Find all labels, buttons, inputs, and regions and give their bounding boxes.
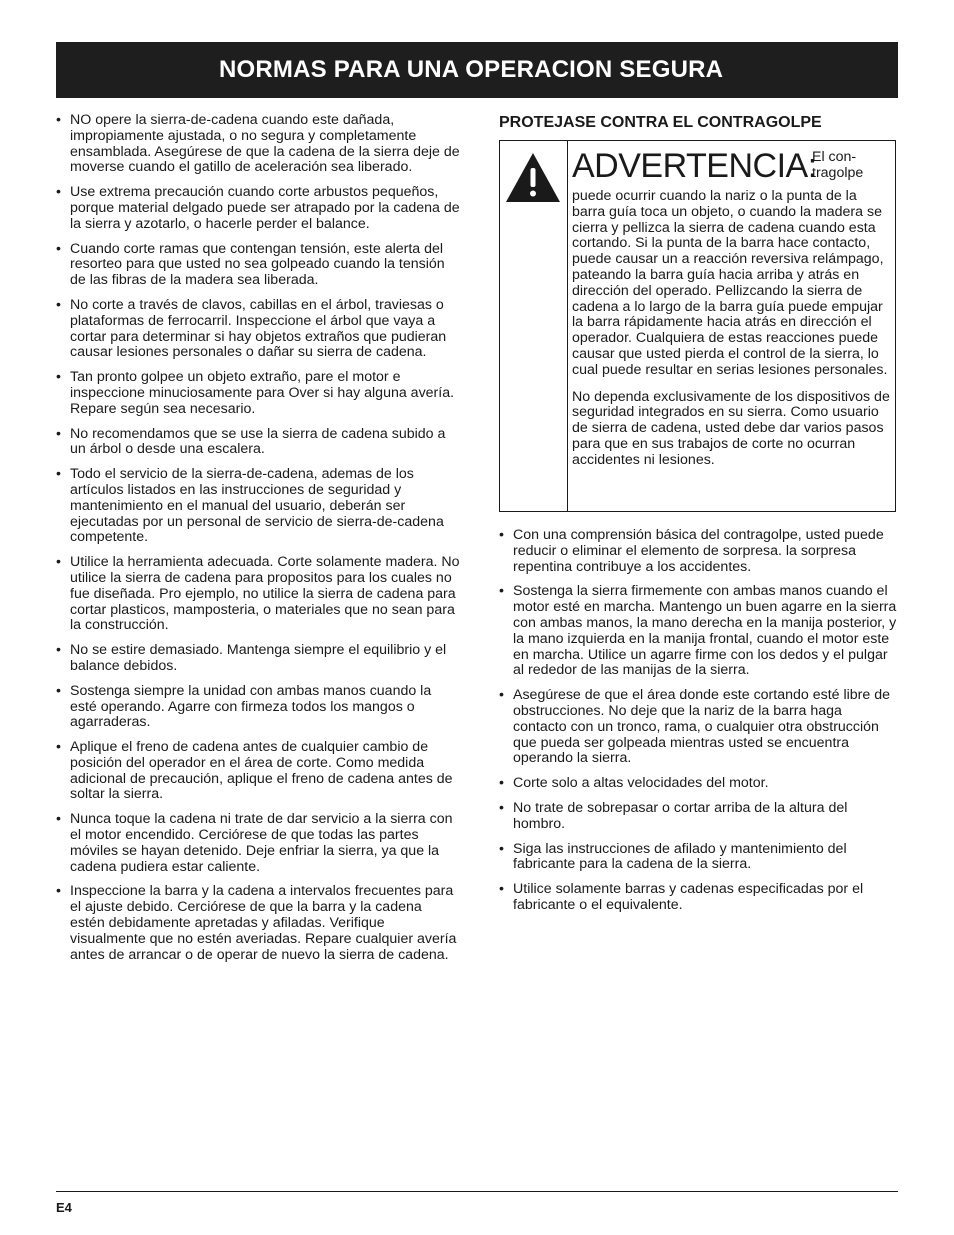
list-item: • Sostenga siempre la unidad con ambas manos cuando la esté operando. Agarre con firmeza todos los mangos o agarraderas.	[56, 684, 460, 731]
right-bullet-list	[499, 528, 899, 914]
right-column	[499, 528, 899, 923]
list-item: • Use extrema precaución cuando corte arbustos pequeños, porque material delgado puede ser atrapado por la cadena de la sierra y azotarlo, o hacerle perder el balance.	[56, 185, 460, 232]
list-item: • Siga las instrucciones de afilado y mantenimiento del fabricante para la cadena de la sierra.	[499, 842, 899, 874]
list-item: • No trate de sobrepasar o cortar arriba de la altura del hombro.	[499, 801, 899, 833]
left-column	[56, 113, 460, 972]
list-item: • Utilice solamente barras y cadenas especificadas por el fabricante o el equivalente.	[499, 882, 899, 914]
section-header-bar	[56, 42, 898, 98]
list-item: • Con una comprensión básica del contragolpe, usted puede reducir o eliminar el elemento de sorpresa. la sorpresa repentina contribuye a los accidentes.	[499, 528, 899, 575]
section-title: NORMAS PARA UNA OPERACION SEGURA	[219, 56, 724, 83]
list-item: • Tan pronto golpee un objeto extraño, pare el motor e inspeccione minuciosamente para Over si hay alguna avería. Repare según sea necesario.	[56, 370, 460, 417]
list-item: • Inspeccione la barra y la cadena a intervalos frecuentes para el ajuste debido. Cerciórese de que la barra y la cadena estén debidamente apretadas y afiladas. Verifique visualmente que no estén averiadas. Repare cualquier avería antes de arrancar o de operar de nuevo la sierra de cadena.	[56, 884, 460, 963]
warning-icon-cell	[500, 141, 568, 511]
footer-divider	[56, 1191, 898, 1192]
list-item: • No corte a través de clavos, cabillas en el árbol, traviesas o plataformas de ferrocarril. Inspeccione el árbol que vaya a cortar para determinar si hay objetos extraños que pudieran causar lesiones personales o dañar su sierra de cadena.	[56, 298, 460, 361]
list-item: • NO opere la sierra-de-cadena cuando este dañada, impropiamente ajustada, o no segura y completamente ensamblada. Asegúrese de que la cadena de la sierra deje de moverse cuando el gatillo de aceleración sea liberado.	[56, 113, 460, 176]
warning-text	[572, 149, 890, 469]
left-bullet-list	[56, 113, 460, 963]
page-number: E4	[56, 1200, 72, 1215]
list-item: • Corte solo a altas velocidades del motor.	[499, 776, 899, 792]
warning-box	[499, 140, 896, 512]
kickback-subheading: PROTEJASE CONTRA EL CONTRAGOLPE	[499, 114, 822, 131]
list-item: • Utilice la herramienta adecuada. Corte solamente madera. No utilice la sierra de cadena para propositos para los cuales no fue diseñada. Pro ejemplo, no utilice la sierra de cadena para cortar plasticos, mamposteria, o materiales que no sean para la construcción.	[56, 555, 460, 634]
list-item: • Cuando corte ramas que contengan tensión, este alerta del resorteo para que usted no sea golpeado cuando la tensión de las fibras de la madera sea liberada.	[56, 242, 460, 289]
warning-paragraph-1: puede ocurrir cuando la nariz o la punta de la barra guía toca un objeto, o cuando la madera se cierra y pellizca la sierra de cadena cuando esta cortando. Si la punta de la barra hace contacto, puede causar un a reacción reversiva relámpago, pateando la barra guía hacia arriba y atrás en dirección del operado. Pellizcando la sierra de cadena a lo largo de la barra guía puede empujar la barra rápidamente hacia atrás en dirección el operador. Cualquiera de estas reacciones puede causar que usted pierda el control de la sierra, lo cual puede resultar en serias lesiones personales.	[572, 188, 888, 378]
warning-paragraph-2: No dependa exclusivamente de los dispositivos de seguridad integrados en su sierra. Como usuario de sierra de cadena, usted debe dar varios pasos para que en sus trabajos de corte no ocurran accidentes ni lesiones.	[572, 388, 890, 468]
warning-title-tail: El con-tragolpe	[812, 149, 864, 181]
list-item: • No recomendamos que se use la sierra de cadena subido a un árbol o desde una escalera.	[56, 427, 460, 459]
list-item: • Todo el servicio de la sierra-de-cadena, ademas de los artículos listados en las instrucciones de seguridad y mantenimiento en el manual del usuario, deberán ser ejecutadas por un personal de servicio de sierra-de-cadena competente.	[56, 467, 460, 546]
warning-triangle-icon	[505, 152, 561, 204]
list-item: • Asegúrese de que el área donde este cortando esté libre de obstrucciones. No deje que la nariz de la barra haga contacto con un tronco, rama, o cualquier otra obstrucción que pueda ser golpeada mientras usted se encuentra operando la sierra.	[499, 688, 899, 767]
kickback-heading-block	[499, 113, 899, 133]
list-item: • Aplique el freno de cadena antes de cualquier cambio de posición del operador en el área de corte. Como medida adicional de precaución, aplique el freno de cadena antes de soltar la sierra.	[56, 740, 460, 803]
list-item: • Nunca toque la cadena ni trate de dar servicio a la sierra con el motor encendido. Cerciórese de que todas las partes móviles se hayan detenido. Deje enfriar la sierra, ya que la cadena pudiera estar caliente.	[56, 812, 460, 875]
warning-title-row	[572, 149, 890, 189]
list-item: • Sostenga la sierra firmemente con ambas manos cuando el motor esté en marcha. Mantengo un buen agarre en la sierra con ambas manos, la mano derecha en la manija posterior, y la mano izquierda en la manija frontal, cuando el motor este en marcha. Utilice un agarre firme con los dedos y el pulgar al rededor de las manijas de la sierra.	[499, 584, 899, 679]
warning-title: ADVERTENCIA:	[572, 147, 817, 185]
list-item: • No se estire demasiado. Mantenga siempre el equilibrio y el balance debidos.	[56, 643, 460, 675]
